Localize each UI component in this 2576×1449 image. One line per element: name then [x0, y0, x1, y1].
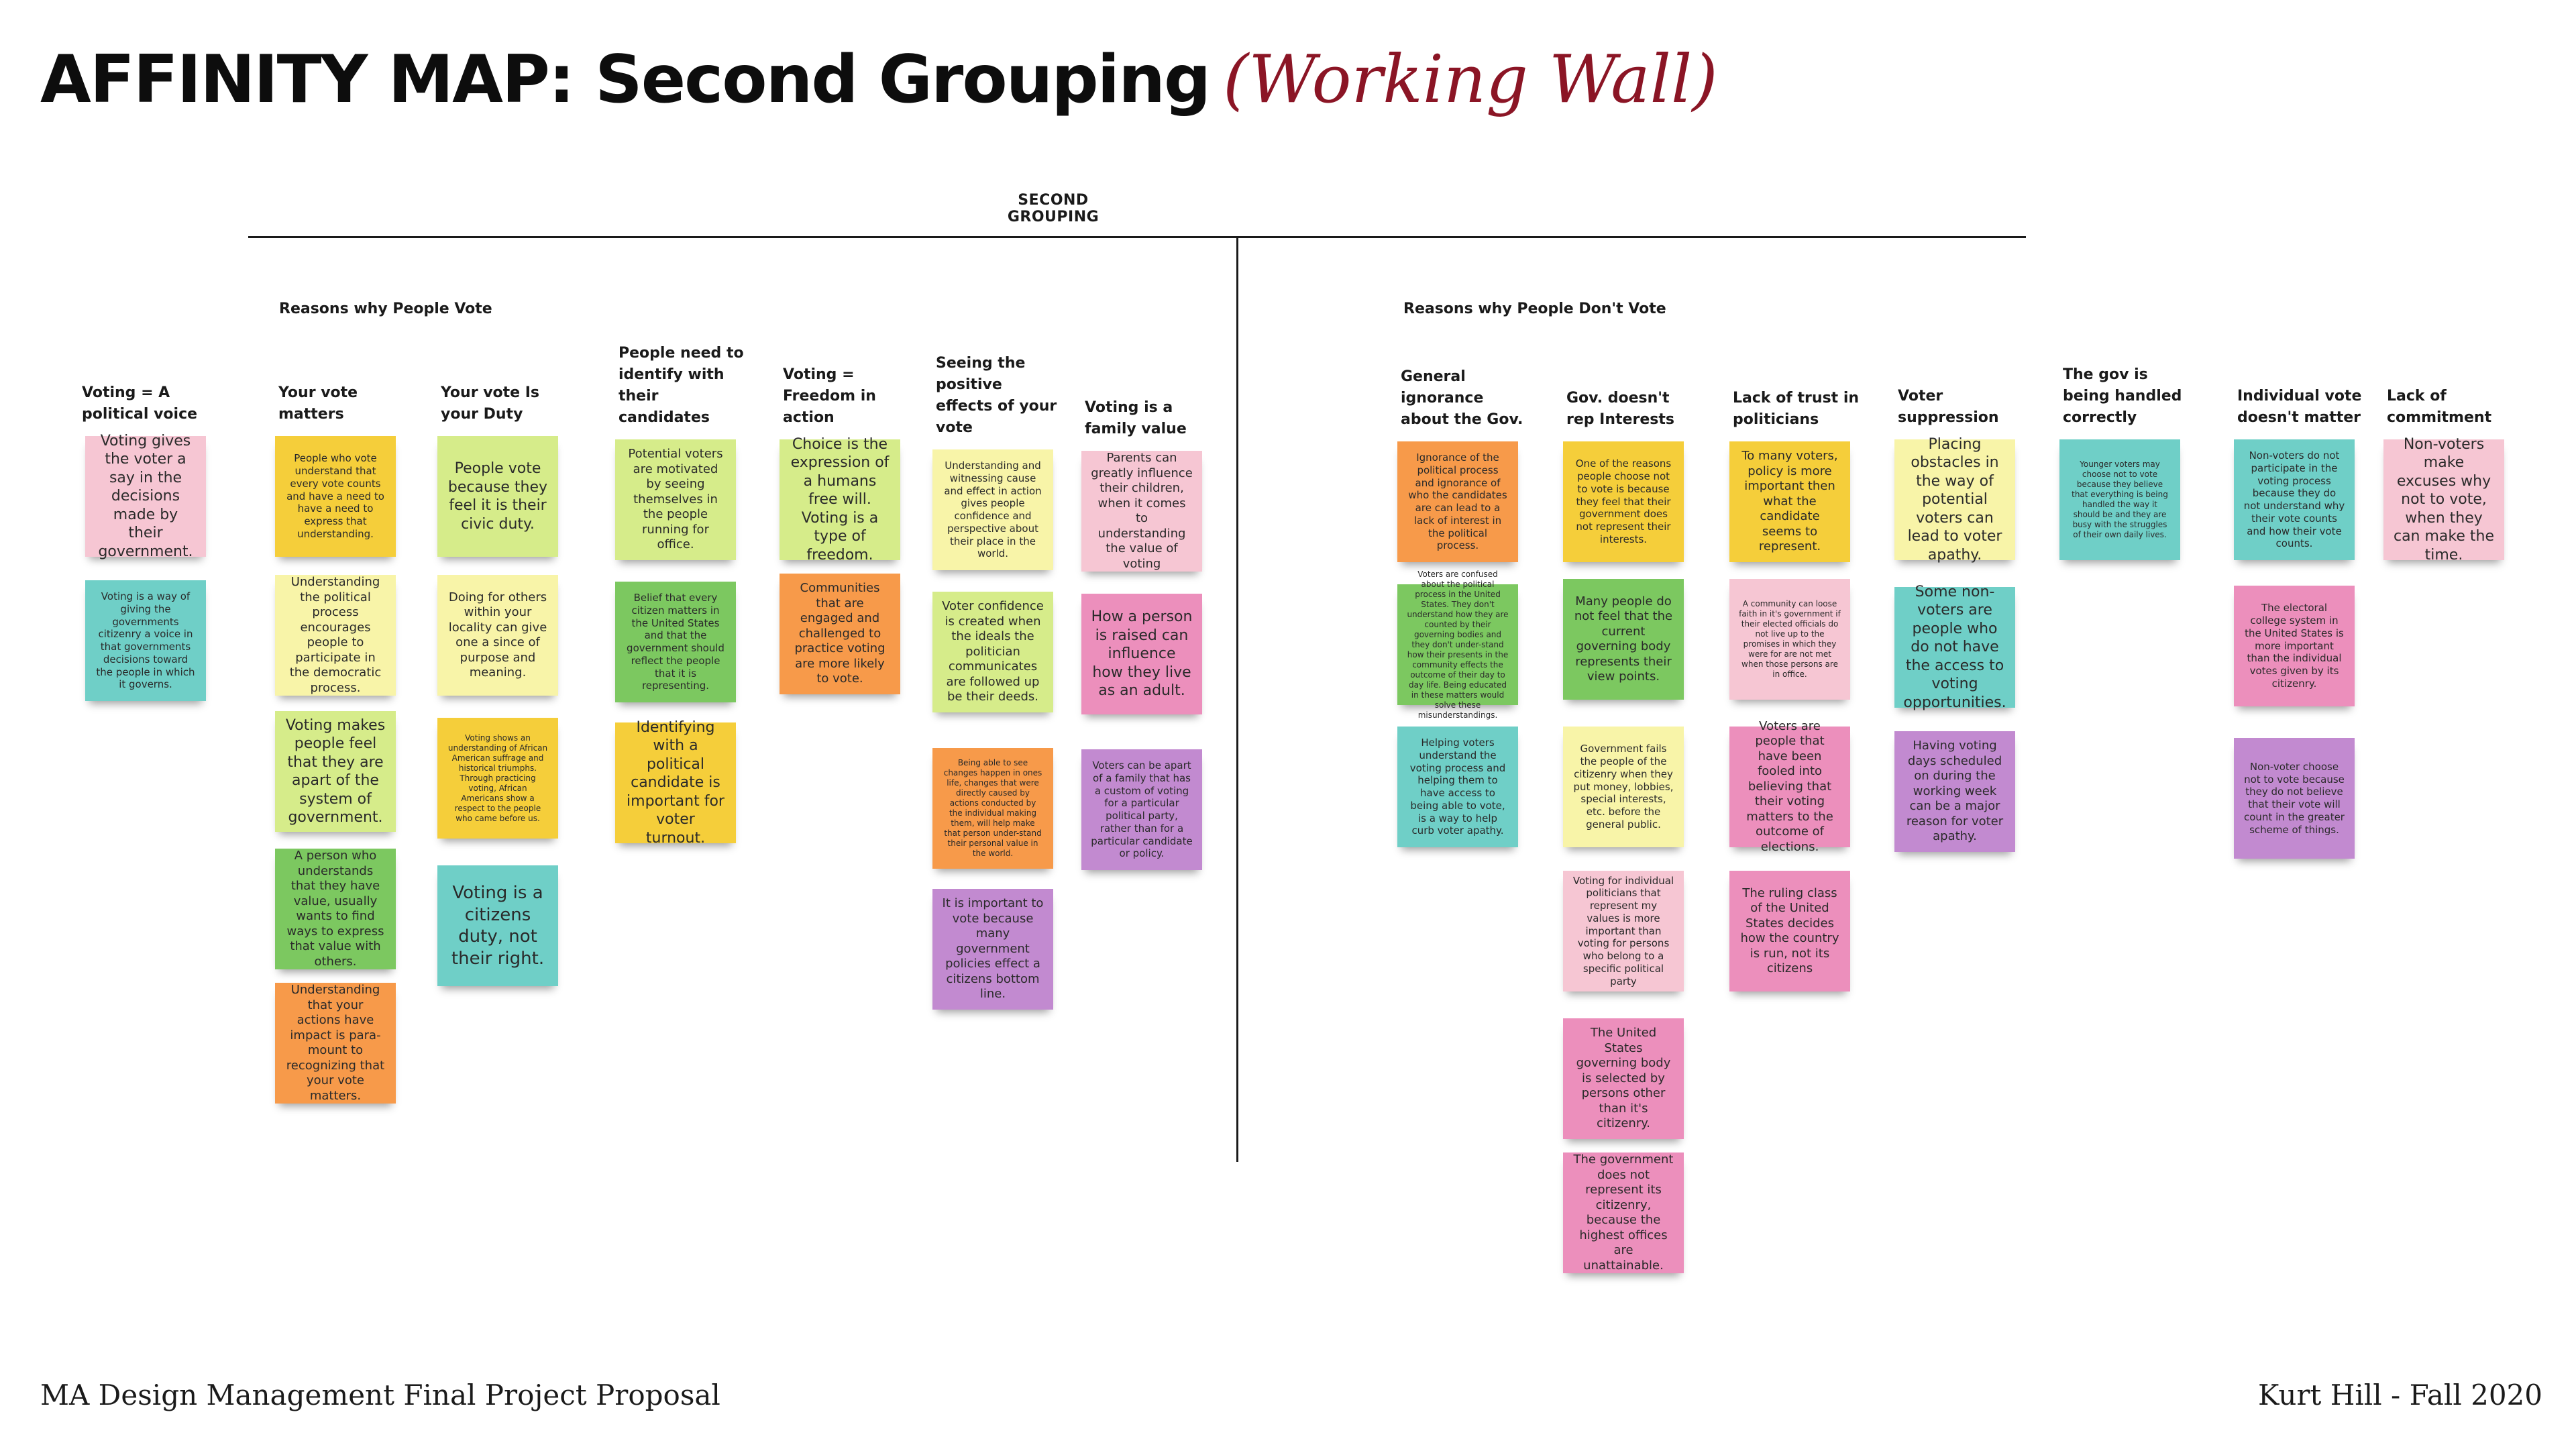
- sticky-note-text: Having voting days scheduled on during the working week can be a major reason for voter apathy.: [1906, 739, 2004, 844]
- cluster-header: Voting is a family value: [1085, 399, 1187, 437]
- sticky-note[interactable]: [780, 574, 900, 694]
- title-subtitle: (Working Wall): [1223, 42, 1718, 118]
- sticky-note-text: Non-voters make excuses why not to vote, when they can make the time.: [2393, 435, 2494, 564]
- cluster-header: Lack of trust in politicians: [1733, 390, 1860, 428]
- sticky-note-text: Understanding and witnessing cause and effect in action gives people confidence and perspective about their place in the world.: [944, 460, 1042, 560]
- sticky-note[interactable]: [1397, 441, 1518, 562]
- cluster-header: Gov. doesn't rep Interests: [1566, 390, 1674, 428]
- sticky-note-text: The United States governing body is selected by persons other than it's citizenry.: [1576, 1026, 1671, 1131]
- footer-project: MA Design Management Final Project Proposal: [40, 1379, 720, 1411]
- sticky-note-text: Helping voters understand the voting process and helping them to have access to being able to vote, is a way to help curb voter apathy.: [1409, 737, 1506, 837]
- sticky-note[interactable]: [780, 435, 900, 564]
- sticky-note-text: People who vote understand that every vote counts and have a need to have a need to express that understanding.: [286, 452, 384, 540]
- sticky-note-text: Voting gives the voter a say in the decisions made by their government.: [98, 432, 193, 560]
- title-main: AFFINITY MAP: Second Grouping: [40, 42, 1210, 118]
- cluster-header: Voter suppression: [1898, 388, 1999, 426]
- sticky-note-text: Parents can greatly influence their children, when it comes to understanding the value of voting: [1091, 451, 1193, 571]
- sticky-note-text: It is important to vote because many government policies effect a citizens bottom line.: [942, 896, 1044, 1002]
- sticky-note[interactable]: [1081, 451, 1202, 572]
- sticky-note[interactable]: [85, 580, 206, 701]
- sticky-note-text: Voting is a way of giving the governments citizenry a voice in that governments decisions toward the people in which it governs.: [96, 590, 195, 691]
- sticky-note-text: Voters are confused about the political process in the United States. They don't understand how they are counted by their governing bodies and they don't under-stand how their presents in the community effects the outcome of their day to day life. Being educated in these matters would solve these misunderstandings.: [1407, 569, 1509, 720]
- sticky-note[interactable]: [2234, 586, 2355, 706]
- sticky-note-text: Voting is a citizens duty, not their right.: [451, 883, 545, 969]
- cluster-header: Your vote matters: [278, 384, 358, 423]
- sticky-note[interactable]: [932, 748, 1053, 869]
- sticky-note[interactable]: [275, 849, 396, 969]
- sticky-note[interactable]: [615, 582, 736, 702]
- cluster-header: Your vote Is your Duty: [441, 384, 540, 423]
- sticky-note-text: Non-voters do not participate in the voting process because they do not understand why their vote counts and how their vote counts.: [2243, 449, 2345, 550]
- sticky-note-text: The electoral college system in the United States is more important than the individual votes given by its citizenry.: [2245, 602, 2344, 690]
- sticky-note[interactable]: [1397, 569, 1518, 720]
- cluster-header: Voting = Freedom in action: [783, 366, 876, 426]
- sticky-note[interactable]: [275, 436, 396, 557]
- sticky-note-text: Choice is the expression of a humans free will. Voting is a type of freedom.: [790, 435, 890, 564]
- sticky-note-text: Many people do not feel that the current governing body represents their view points.: [1574, 594, 1673, 684]
- sticky-note[interactable]: [437, 436, 558, 557]
- sticky-note-text: Voters are people that have been fooled into believing that their voting matters to the outcome of elections.: [1746, 718, 1833, 854]
- cluster-header: Lack of commitment: [2387, 388, 2492, 426]
- sticky-note-text: To many voters, policy is more important then what the candidate seems to represent.: [1741, 449, 1838, 554]
- sticky-note[interactable]: [2059, 439, 2180, 560]
- grouping-title: SECOND GROUPING: [1007, 192, 1099, 225]
- cluster-header: Seeing the positive effects of your vote: [936, 355, 1057, 436]
- sticky-note[interactable]: [2383, 435, 2504, 564]
- footer-author: Kurt Hill - Fall 2020: [2257, 1379, 2542, 1411]
- sticky-note-text: People vote because they feel it is their civic duty.: [447, 460, 548, 533]
- sticky-note-text: A person who understands that they have value, usually wants to find ways to express that value with others.: [286, 849, 384, 969]
- section-label-vote: Reasons why People Vote: [279, 301, 492, 317]
- sticky-note[interactable]: [1894, 731, 2015, 852]
- sticky-note[interactable]: [932, 889, 1053, 1010]
- sticky-note[interactable]: [1563, 441, 1684, 562]
- sticky-note[interactable]: [932, 592, 1053, 712]
- sticky-note[interactable]: [1729, 441, 1850, 562]
- sticky-note-text: Younger voters may choose not to vote because they believe that everything is being handled the way it should be and they are busy with the struggles of their own daily lives.: [2072, 460, 2168, 539]
- sticky-note[interactable]: [1563, 579, 1684, 700]
- sticky-note[interactable]: [437, 865, 558, 986]
- sticky-note-text: Doing for others within your locality can give one a since of purpose and meaning.: [448, 590, 547, 680]
- cluster-header: Voting = A political voice: [82, 384, 198, 423]
- sticky-note-text: A community can loose faith in it's government if their elected officials do not live up to the promises in which they were for are not met when those persons are in office.: [1739, 599, 1841, 679]
- sticky-note[interactable]: [437, 575, 558, 696]
- sticky-note[interactable]: [2234, 439, 2355, 560]
- cluster-header: General ignorance about the Gov.: [1401, 368, 1523, 428]
- sticky-note-text: Belief that every citizen matters in the United States and that the government should reflect the people that it is representing.: [627, 592, 724, 692]
- sticky-note-text: Identifying with a political candidate is important for voter turnout.: [627, 718, 724, 847]
- sticky-note[interactable]: [2234, 738, 2355, 859]
- horizontal-divider: [248, 236, 2026, 238]
- section-label-dont-vote: Reasons why People Don't Vote: [1403, 301, 1666, 317]
- sticky-note[interactable]: [615, 718, 736, 847]
- sticky-note-text: How a person is raised can influence how they live as an adult.: [1091, 608, 1193, 700]
- sticky-note[interactable]: [1397, 727, 1518, 847]
- page-title: [40, 42, 1718, 118]
- sticky-note[interactable]: [1729, 718, 1850, 854]
- sticky-note[interactable]: [1894, 583, 2015, 711]
- sticky-note-text: Ignorance of the political process and ignorance of who the candidates are can lead to a lack of interest in the political process.: [1408, 451, 1507, 552]
- sticky-note[interactable]: [1729, 871, 1850, 991]
- sticky-note-text: Being able to see changes happen in ones life, changes that were directly caused by actions conducted by the individual making them, will help make that person under-stand their personal value in the world.: [943, 758, 1042, 858]
- sticky-note-text: Potential voters are motivated by seeing themselves in the people running for office.: [628, 447, 723, 552]
- sticky-note[interactable]: [1563, 1018, 1684, 1139]
- sticky-note-text: Government fails the people of the citizenry when they put money, lobbies, special interests, etc. before the general public.: [1573, 743, 1674, 830]
- sticky-note-text: Understanding that your actions have impact is para-mount to recognizing that your vote matters.: [286, 983, 385, 1103]
- sticky-note[interactable]: [1729, 579, 1850, 700]
- sticky-note[interactable]: [615, 439, 736, 560]
- sticky-note-text: Non-voter choose not to vote because they do not believe that their vote will count in the greater scheme of things.: [2244, 760, 2345, 836]
- sticky-note[interactable]: [1894, 435, 2015, 564]
- cluster-header: People need to identify with their candidates: [619, 345, 744, 426]
- sticky-note-text: One of the reasons people choose not to vote is because they feel that their government does not represent their interests.: [1575, 458, 1672, 545]
- sticky-note[interactable]: [275, 711, 396, 832]
- sticky-note[interactable]: [1081, 749, 1202, 870]
- sticky-note[interactable]: [275, 983, 396, 1104]
- sticky-note-text: Some non-voters are people who do not have the access to voting opportunities.: [1903, 583, 2006, 711]
- sticky-note[interactable]: [437, 718, 558, 839]
- sticky-note[interactable]: [932, 449, 1053, 570]
- sticky-note-text: Placing obstacles in the way of potential voters can lead to voter apathy.: [1907, 435, 2002, 564]
- sticky-note-text: Understanding the political process encourages people to participate in the democratic process.: [289, 575, 382, 695]
- sticky-note-text: Voter confidence is created when the ideals the politician communicates are followed up be their deeds.: [942, 599, 1044, 704]
- sticky-note[interactable]: [1081, 594, 1202, 714]
- sticky-note-text: Voters can be apart of a family that has a custom of voting for a particular political party, rather than for a particular candidate or policy.: [1091, 759, 1193, 860]
- sticky-note-text: Communities that are engaged and challenged to practice voting are more likely to vote.: [794, 581, 885, 686]
- cluster-header: The gov is being handled correctly: [2063, 366, 2182, 426]
- sticky-note[interactable]: [1563, 1152, 1684, 1273]
- sticky-note-text: The ruling class of the United States decides how the country is run, not its citizens: [1740, 885, 1839, 975]
- sticky-note[interactable]: [1563, 871, 1684, 991]
- sticky-note-text: The government does not represent its citizenry, because the highest offices are unattainable.: [1573, 1152, 1674, 1273]
- sticky-note-text: Voting makes people feel that they are apart of the system of government.: [285, 716, 386, 826]
- vertical-divider: [1236, 236, 1238, 1162]
- sticky-note[interactable]: [1563, 727, 1684, 847]
- sticky-note[interactable]: [275, 575, 396, 696]
- sticky-note-text: Voting shows an understanding of African American suffrage and historical triumphs. Through practicing voting, African Americans show a respect to the people who came before us.: [447, 733, 548, 823]
- cluster-header: Individual vote doesn't matter: [2237, 388, 2362, 426]
- sticky-note-text: Voting for individual politicians that represent my values is more important than voting for persons who belong to a specific political party: [1572, 874, 1674, 987]
- sticky-note[interactable]: [85, 432, 206, 560]
